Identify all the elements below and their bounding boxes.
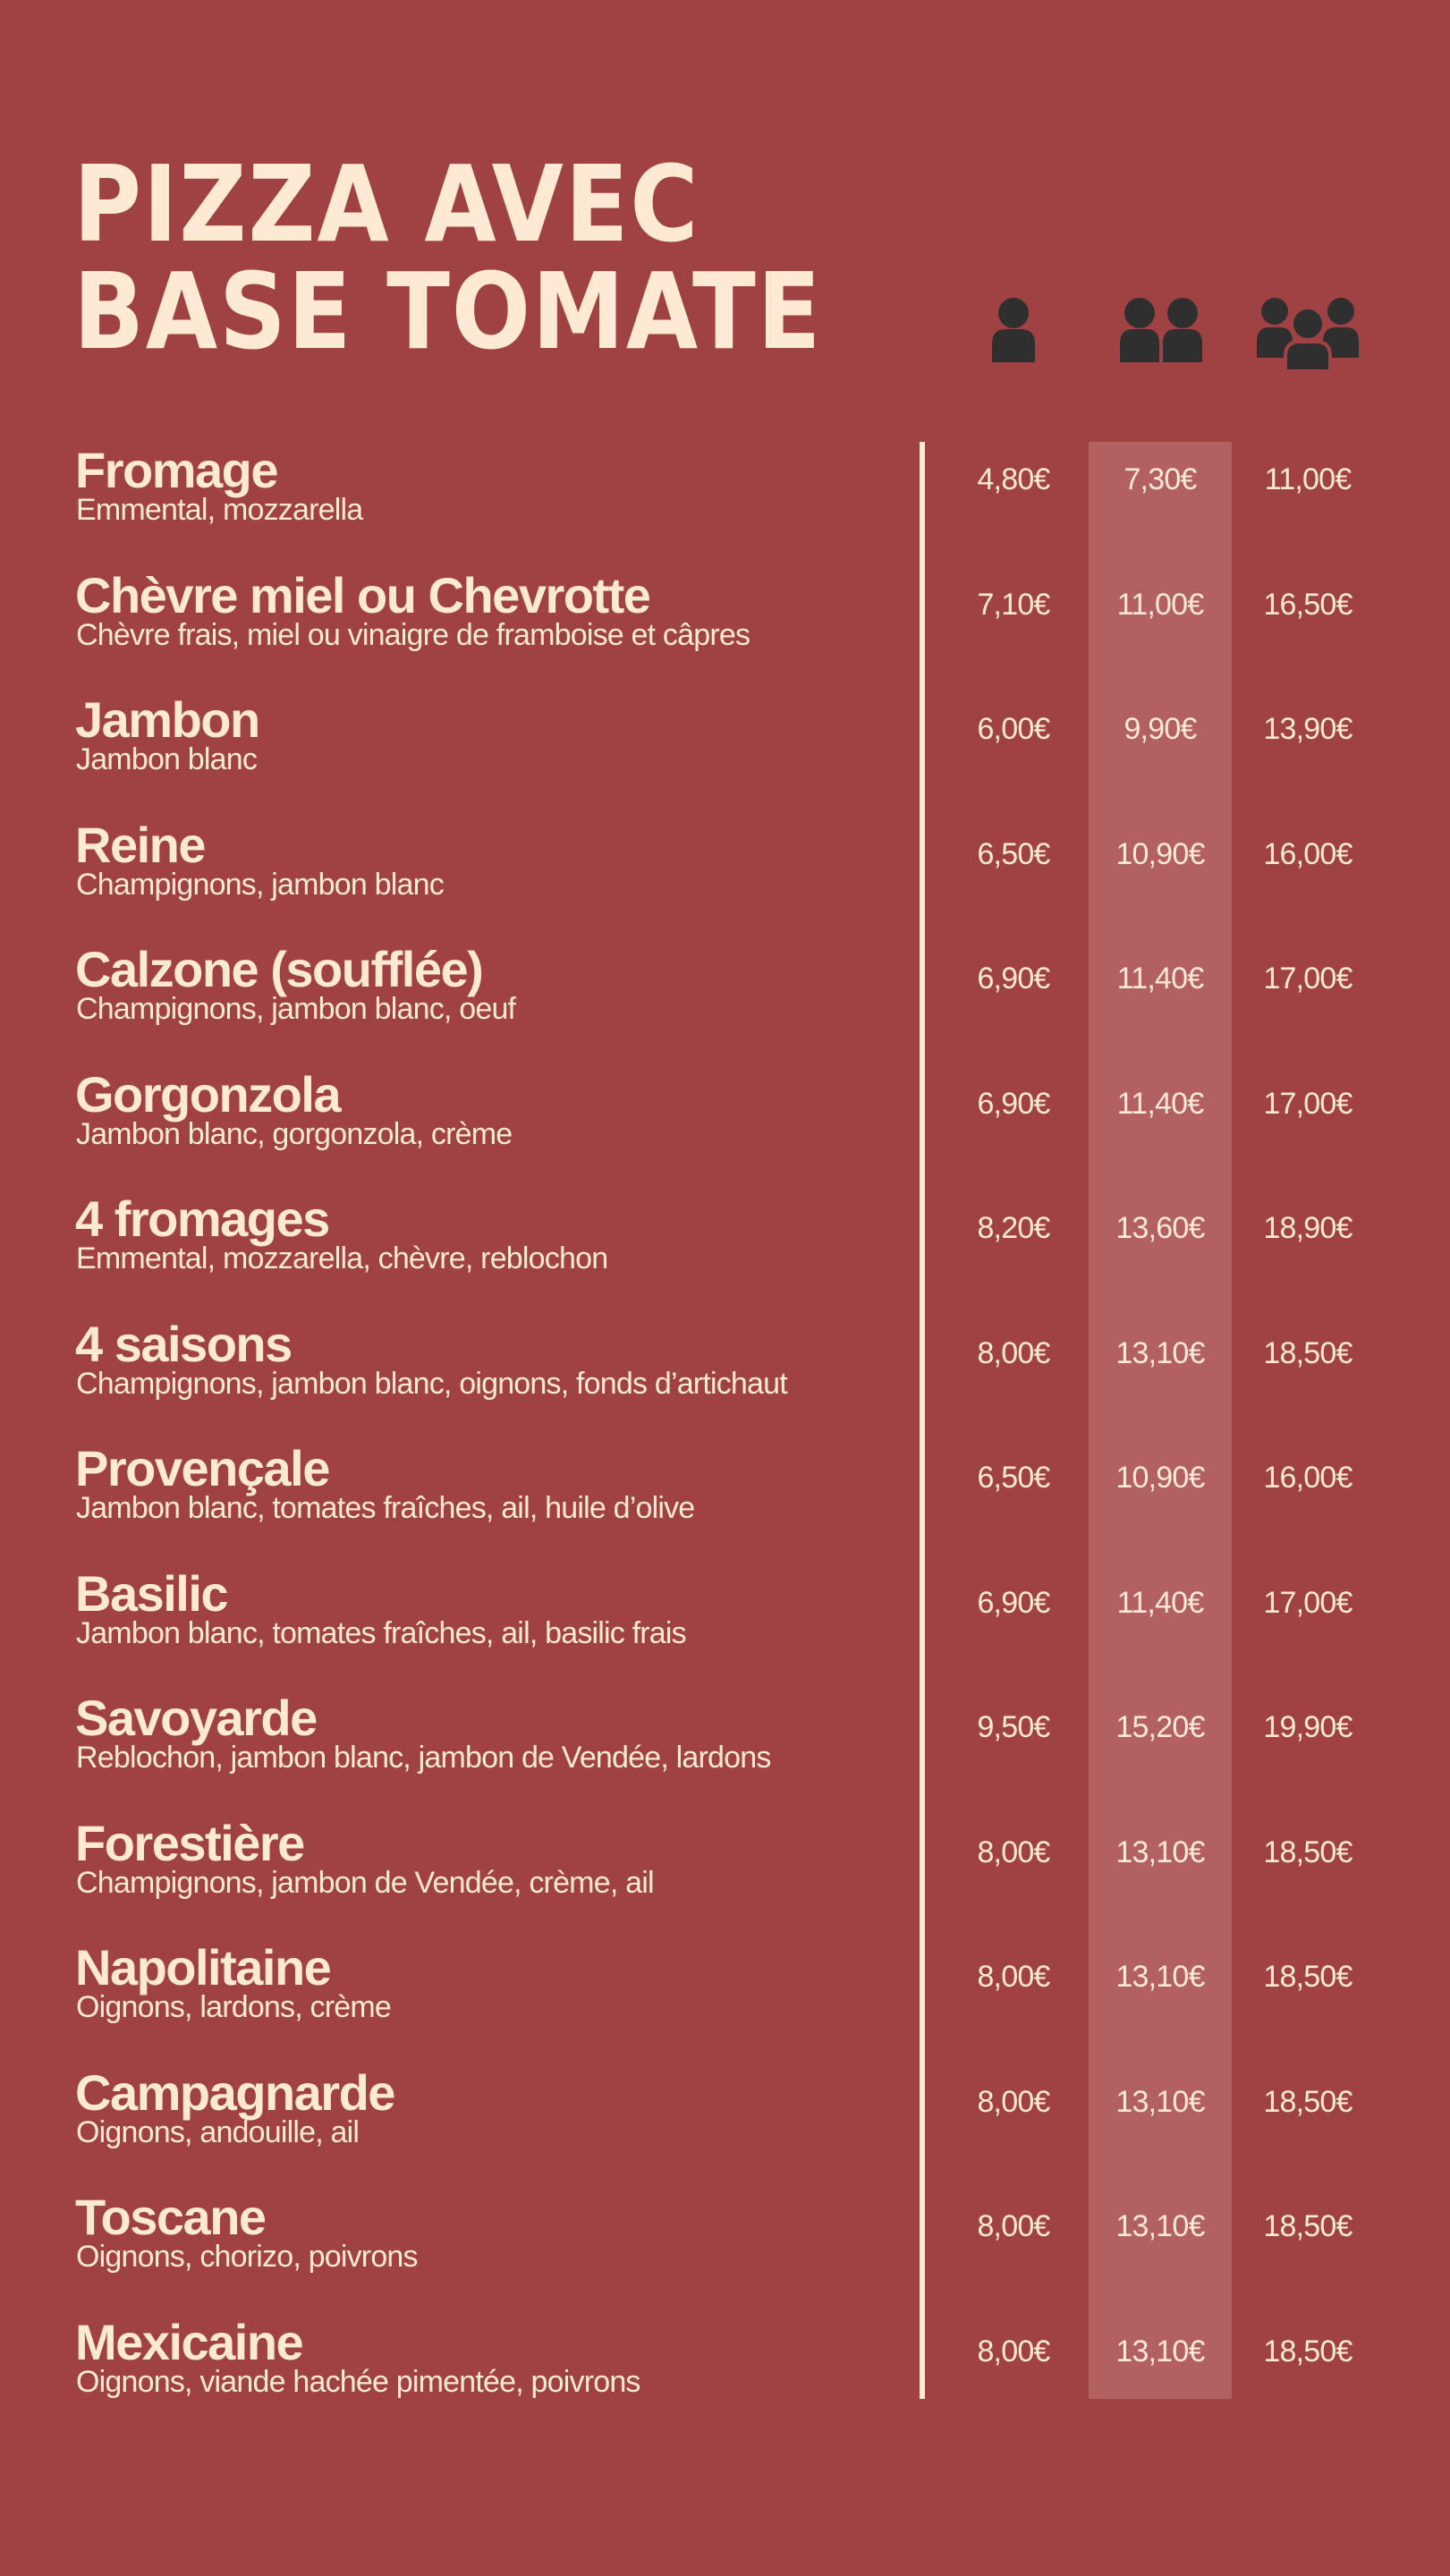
price-two-people: 13,10€	[1115, 2209, 1205, 2243]
menu-title-line-1: PIZZA AVEC	[73, 142, 700, 266]
menu-title	[73, 142, 823, 373]
price-three-people: 17,00€	[1263, 1086, 1352, 1121]
menu-item	[0, 2063, 1450, 2191]
pizza-name: 4 fromages	[75, 1191, 329, 1247]
pizza-ingredients: Jambon blanc, tomates fraîches, ail, basilic frais	[76, 1615, 686, 1650]
price-two-people: 11,40€	[1116, 962, 1204, 996]
price-two-people: 10,90€	[1115, 836, 1205, 871]
price-two-people: 11,40€	[1116, 1585, 1204, 1620]
pizza-ingredients: Oignons, chorizo, poivrons	[76, 2240, 418, 2274]
price-three-people: 16,50€	[1263, 587, 1352, 622]
two-people-icon	[1118, 295, 1204, 362]
menu-item	[0, 693, 1450, 818]
price-one-person: 6,90€	[977, 1086, 1050, 1121]
price-three-people: 13,90€	[1263, 712, 1352, 746]
price-one-person: 8,00€	[977, 1960, 1050, 1994]
price-two-people: 13,60€	[1115, 1211, 1205, 1245]
price-three-people: 17,00€	[1263, 962, 1352, 996]
price-one-person: 8,00€	[977, 1335, 1050, 1370]
price-two-people: 13,10€	[1115, 2084, 1205, 2119]
menu-item	[0, 943, 1450, 1068]
pizza-ingredients: Chèvre frais, miel ou vinaigre de framboise et câpres	[76, 617, 750, 652]
price-two-people: 13,10€	[1115, 2334, 1205, 2368]
price-one-person: 7,10€	[977, 587, 1050, 622]
menu-item	[0, 1442, 1450, 1567]
price-three-people: 18,50€	[1263, 1335, 1352, 1370]
price-one-person: 4,80€	[977, 462, 1050, 496]
menu-item	[0, 1065, 1450, 1193]
price-three-people: 18,50€	[1263, 2334, 1352, 2368]
pizza-ingredients: Jambon blanc	[76, 742, 258, 776]
menu-item	[0, 1814, 1450, 1942]
pizza-name: Savoyarde	[75, 1690, 317, 1746]
price-one-person: 6,00€	[977, 712, 1050, 746]
price-three-people: 16,00€	[1263, 836, 1352, 871]
pizza-ingredients: Jambon blanc, tomates fraîches, ail, huile d’olive	[76, 1491, 695, 1525]
pizza-name: Forestière	[75, 1814, 304, 1871]
price-two-people: 11,40€	[1116, 1086, 1204, 1121]
pizza-name: Chèvre miel ou Chevrotte	[75, 566, 650, 623]
pizza-ingredients: Oignons, andouille, ail	[76, 2114, 360, 2149]
three-people-icon	[1255, 295, 1361, 371]
price-two-people: 11,00€	[1116, 587, 1204, 622]
person-icon	[988, 295, 1039, 362]
pizza-ingredients: Champignons, jambon de Vendée, crème, ail	[76, 1865, 654, 1900]
menu-item	[0, 1192, 1450, 1318]
pizza-name: Jambon	[75, 691, 259, 748]
price-three-people: 18,50€	[1263, 1835, 1352, 1869]
menu-item	[0, 2190, 1450, 2316]
pizza-ingredients: Oignons, viande hachée pimentée, poivrons	[76, 2364, 640, 2399]
price-three-people: 19,90€	[1263, 1710, 1352, 1744]
price-three-people: 18,50€	[1263, 2084, 1352, 2119]
pizza-name: Reine	[75, 816, 205, 873]
menu-title-line-2: BASE TOMATE	[73, 250, 823, 373]
pizza-ingredients: Champignons, jambon blanc, oignons, fonds d’artichaut	[76, 1366, 787, 1401]
menu-item	[0, 1564, 1450, 1692]
price-one-person: 8,00€	[977, 1835, 1050, 1869]
pizza-ingredients: Champignons, jambon blanc, oeuf	[76, 992, 516, 1026]
pizza-name: Campagnarde	[75, 2063, 394, 2121]
pizza-name: Fromage	[75, 442, 277, 498]
menu-item	[0, 1315, 1450, 1443]
price-one-person: 8,00€	[977, 2334, 1050, 2368]
price-two-people: 13,10€	[1115, 1335, 1205, 1370]
pizza-name: Basilic	[75, 1564, 228, 1622]
pizza-name: Gorgonzola	[75, 1065, 341, 1123]
price-two-people: 13,10€	[1115, 1835, 1205, 1869]
price-three-people: 18,50€	[1263, 1960, 1352, 1994]
price-three-people: 11,00€	[1264, 462, 1352, 496]
pizza-ingredients: Emmental, mozzarella	[76, 493, 363, 527]
price-one-person: 6,90€	[977, 962, 1050, 996]
menu-item	[0, 566, 1450, 694]
price-two-people: 15,20€	[1115, 1710, 1205, 1744]
price-one-person: 9,50€	[977, 1710, 1050, 1744]
pizza-ingredients: Jambon blanc, gorgonzola, crème	[76, 1116, 513, 1151]
price-one-person: 8,00€	[977, 2209, 1050, 2243]
price-one-person: 6,90€	[977, 1585, 1050, 1620]
pizza-ingredients: Champignons, jambon blanc	[76, 867, 444, 902]
pizza-name: Provençale	[75, 1440, 329, 1496]
price-two-people: 9,90€	[1124, 712, 1197, 746]
pizza-ingredients: Oignons, lardons, crème	[76, 1990, 391, 2024]
pizza-name: 4 saisons	[75, 1315, 292, 1372]
price-three-people: 18,90€	[1263, 1211, 1352, 1245]
price-three-people: 18,50€	[1263, 2209, 1352, 2243]
price-one-person: 8,00€	[977, 2084, 1050, 2119]
pizza-name: Napolitaine	[75, 1939, 331, 1996]
pizza-ingredients: Emmental, mozzarella, chèvre, reblochon	[76, 1241, 608, 1275]
price-one-person: 6,50€	[977, 836, 1050, 871]
pizza-name: Mexicaine	[75, 2313, 303, 2370]
price-two-people: 13,10€	[1115, 1960, 1205, 1994]
menu-item	[0, 1691, 1450, 1817]
menu-item	[0, 2313, 1450, 2441]
price-one-person: 6,50€	[977, 1461, 1050, 1495]
price-two-people: 7,30€	[1124, 462, 1197, 496]
menu-item	[0, 818, 1450, 944]
pizza-name: Toscane	[75, 2189, 266, 2245]
price-three-people: 16,00€	[1263, 1461, 1352, 1495]
pizza-ingredients: Reblochon, jambon blanc, jambon de Vendée, lardons	[76, 1741, 771, 1775]
menu-item	[0, 444, 1450, 569]
price-three-people: 17,00€	[1263, 1585, 1352, 1620]
price-one-person: 8,20€	[977, 1211, 1050, 1245]
menu-item	[0, 1941, 1450, 2066]
pizza-name: Calzone (soufflée)	[75, 941, 483, 997]
price-two-people: 10,90€	[1115, 1461, 1205, 1495]
